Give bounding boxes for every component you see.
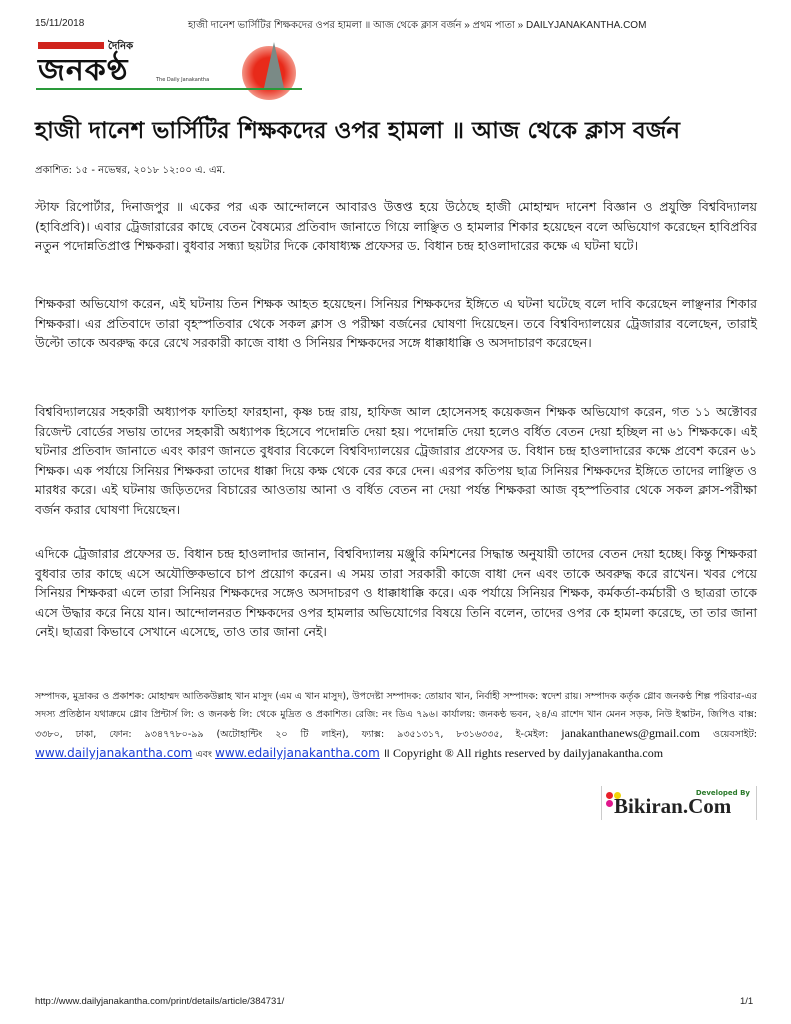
article-paragraph: এদিকে ট্রেজারার প্রফেসর ড. বিধান চন্দ্র হাওলাদার জানান, বিশ্ববিদ্যালয় মঞ্জুরি কমিশনের সিদ্ধান্ত অনুযায়ী তাদের বেতন দেয়া হচ্ছে। কিন্তু শিক্ষকরা বুধবার তার কাছে এসে অযৌক্তিকভাবে চাপ প্রয়োগ করেন। এ সময় তারা সরকারী কাজে বাধা দেন এবং তাকে অবরুদ্ধ করে রাখেন। খবর পেয়ে সিনিয়র শিক্ষকরা এলে তারা সিনিয়র শিক্ষকদের সঙ্গেও অসদাচরণ ও ধাক্কাধাক্কি করে। এক পর্যায়ে সিনিয়র শিক্ষক, কর্মকর্তা-কর্মচারী ও ছাত্ররা তাকে এসে উদ্ধার করে নিয়ে যান। আন্দোলনরত শিক্ষকদের ওপর হামলার অভিযোগের বিষয়ে তিনি বলেন, তাদের ওপর কে হামলা করেছে, তা তার জানা নেই। ছাত্ররা কিভাবে সেখানে এসেছে, তাও তার জানা নেই। xyxy=(35,546,757,639)
developed-by-label: Developed By xyxy=(695,789,750,797)
site-footer xyxy=(35,688,757,764)
contact-email: janakanthanews@gmail.com xyxy=(561,726,700,740)
janakantha-logo[interactable] xyxy=(36,40,302,90)
logo-tagline: The Daily Janakantha xyxy=(156,77,210,83)
dot-icon xyxy=(606,800,613,807)
logo-name: জনকণ্ঠ xyxy=(38,53,129,88)
website-label: ওয়েবসাইট: xyxy=(712,729,757,740)
print-date: 15/11/2018 xyxy=(35,18,85,29)
developer-badge[interactable] xyxy=(601,786,757,820)
and-text: এবং xyxy=(195,749,212,760)
website-link[interactable]: www.dailyjanakantha.com xyxy=(35,746,193,760)
published-date: প্রকাশিত: ১৫ - নভেম্বর, ২০১৮ ১২:০০ এ. এম. xyxy=(35,165,226,176)
article-title: হাজী দানেশ ভার্সিটির শিক্ষকদের ওপর হামলা ॥ আজ থেকে ক্লাস বর্জন xyxy=(35,118,681,144)
article-paragraph: স্টাফ রিপোর্টার, দিনাজপুর ॥ একের পর এক আন্দোলনে আবারও উত্তপ্ত হয়ে উঠেছে হাজী মোহাম্মদ দানেশ বিজ্ঞান ও প্রযুক্তি বিশ্ববিদ্যালয় (হাবিপ্রবি)। এবার ট্রেজারারের কাছে বেতন বৈষম্যের প্রতিবাদ জানাতে গিয়ে লাঞ্ছিত ও হামলার শিকার হয়েছেন বলে অভিযোগ করেছেন হাবিপ্রবির নতুন পদোন্নতিপ্রাপ্ত শিক্ষকরা। বুধবার সন্ধ্যা ছয়টার দিকে কোষাধ্যক্ষ প্রফেসর ড. বিধান চন্দ্র হাওলাদারের কক্ষে এ ঘটনা ঘটে। xyxy=(35,199,757,253)
monument-icon xyxy=(264,42,284,88)
print-url: http://www.dailyjanakantha.com/print/details/article/384731/ xyxy=(35,996,285,1007)
logo-underline xyxy=(36,88,302,90)
copyright-text: ॥ Copyright ® All rights reserved by dailyjanakantha.com xyxy=(382,746,664,760)
logo-dainik: দৈনিক xyxy=(108,41,134,52)
edaily-link[interactable]: www.edailyjanakantha.com xyxy=(215,746,380,760)
article-paragraph: শিক্ষকরা অভিযোগ করেন, এই ঘটনায় তিন শিক্ষক আহত হয়েছেন। সিনিয়র শিক্ষকদের ইঙ্গিতে এ ঘটনা ঘটেছে বলে দাবি করেছেন লাঞ্ছনার শিকার শিক্ষকরা। এর প্রতিবাদে তারা বৃহস্পতিবার থেকে সকল ক্লাস ও পরীক্ষা বর্জনের ঘোষণা দিয়েছেন। তবে বিশ্ববিদ্যালয়ের ট্রেজারার বলেছেন, তারাই উল্টো তাকে অবরুদ্ধ করে রেখে সরকারী কাজে বাধা ও সিনিয়র শিক্ষকদের সঙ্গে ধাক্কাধাক্কি ও অসদাচারণ করেছেন। xyxy=(35,296,757,350)
print-page-title: হাজী দানেশ ভার্সিটির শিক্ষকদের ওপর হামলা ॥ আজ থেকে ক্লাস বর্জন » প্রথম পাতা » DAILYJANAKANTHA.COM xyxy=(188,20,647,31)
article-paragraph: বিশ্ববিদ্যালয়ের সহকারী অধ্যাপক ফাতিহা ফারহানা, কৃষ্ণ চন্দ্র রায়, হাফিজ আল হোসেনসহ কয়েকজন শিক্ষক অভিযোগ করেন, গত ১১ অক্টোবর রিজেন্ট বোর্ডের সভায় তাদের সহকারী অধ্যাপক হিসেবে পদোন্নতি দেয়া হয়। পদোন্নতি দেয়া হলেও বর্ধিত বেতন দেয়া হচ্ছিল না ৬১ শিক্ষককে। এই ঘটনার প্রতিবাদ জানাতে এবং কারণ জানতে বুধবার বিকেলে বিশ্ববিদ্যালয়ের ট্রেজারার প্রফেসর ড. বিধান চন্দ্র হাওলাদারের কক্ষে প্রবেশ করেন ৬১ শিক্ষক। এক পর্যায়ে সিনিয়র শিক্ষকরা তাদের ধাক্কা দিয়ে কক্ষ থেকে বের করে দেন। এরপর কতিপয় ছাত্র সিনিয়র শিক্ষকদের ইঙ্গিতে তাদের লাঞ্ছিত ও মারধর করে। এই ঘটনায় জড়িতদের বিচারের আওতায় আনা ও বর্ধিত বেতন না দেয়া পর্যন্ত শিক্ষকরা আজ বৃহস্পতিবার থেকে সকল ক্লাস-পরীক্ষা বর্জন করার ঘোষণা দিয়েছেন। xyxy=(35,404,757,517)
dot-icon xyxy=(606,792,613,799)
page-number: 1/1 xyxy=(740,996,754,1007)
imprint-text: সম্পাদক, মুদ্রাকর ও প্রকাশক: মোহাম্মদ আতিকউল্লাহ খান মাসুদ (এম এ খান মাসুদ), উপদেষ্টা সম্পাদক: তোয়াব খান, নির্বাহী সম্পাদক: স্বদেশ রায়। সম্পাদক কর্তৃক গ্লোব জনকণ্ঠ শিল্প পরিবার-এর সদস্য প্রতিষ্ঠান যথাক্রমে গ্লোব প্রিন্টার্স লি: ও জনকণ্ঠ লি: থেকে মুদ্রিত ও প্রকাশিত। রেজি: নং ডিএ ৭৯৬। কার্যালয়: জনকণ্ঠ ভবন, ২৪/এ রাশেদ খান মেনন সড়ক, নিউ ইস্কাটন, জিপিও বাক্স: ৩৩৮০, ঢাকা, ফোন: ৯৩৪৭৭৮০-৯৯ (অটোহান্টিং ২০ টি লাইন), ফ্যাক্স: ৯৩৫১৩১৭, ৮৩১৬৩৩৫, ই-মেইল: xyxy=(35,691,757,740)
developer-name: Bikiran.Com xyxy=(614,794,732,818)
